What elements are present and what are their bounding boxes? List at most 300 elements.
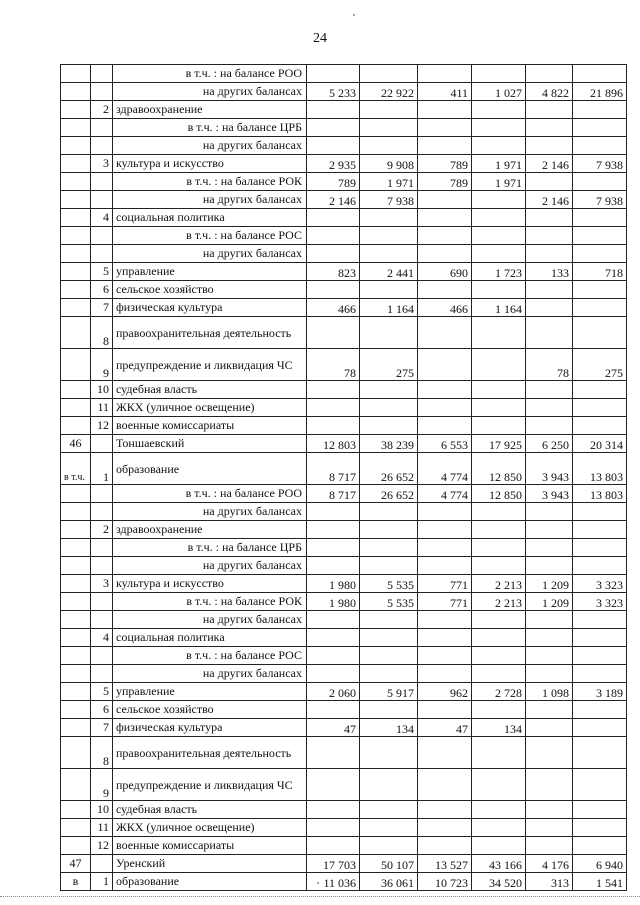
value-cell — [418, 101, 472, 119]
value-cell — [573, 719, 627, 737]
value-cell — [360, 629, 418, 647]
table-row — [61, 209, 627, 227]
value-cell — [360, 137, 418, 155]
value-cell — [360, 227, 418, 245]
value-cell — [526, 245, 573, 263]
value-cell: 4 774 — [418, 485, 472, 503]
table-row — [61, 801, 627, 819]
value-cell: 5 535 — [360, 575, 418, 593]
value-cell — [307, 611, 360, 629]
value-cell: 8 717 — [307, 453, 360, 485]
value-cell — [526, 611, 573, 629]
value-cell — [360, 209, 418, 227]
value-cell — [418, 521, 472, 539]
table-body — [61, 65, 627, 891]
value-cell — [573, 381, 627, 399]
value-cell — [472, 769, 526, 801]
row-number-cell — [61, 629, 91, 647]
value-cell — [472, 65, 526, 83]
value-cell — [307, 399, 360, 417]
value-cell — [307, 837, 360, 855]
value-cell: 78 — [526, 349, 573, 381]
item-number-cell: 9 — [91, 349, 113, 381]
value-cell — [573, 737, 627, 769]
category-label-cell: военные комиссариаты — [113, 417, 307, 435]
row-number-cell — [61, 769, 91, 801]
value-cell — [526, 209, 573, 227]
row-number-cell — [61, 317, 91, 349]
table-row — [61, 611, 627, 629]
category-label-cell: в т.ч. : на балансе РОС — [113, 647, 307, 665]
row-number-cell — [61, 173, 91, 191]
value-cell — [360, 737, 418, 769]
item-number-cell — [91, 485, 113, 503]
value-cell: 6 940 — [573, 855, 627, 873]
value-cell — [418, 381, 472, 399]
category-label-cell: в т.ч. : на балансе РОК — [113, 173, 307, 191]
row-number-cell — [61, 349, 91, 381]
value-cell — [526, 101, 573, 119]
value-cell — [573, 209, 627, 227]
row-number-cell — [61, 719, 91, 737]
value-cell: 13 803 — [573, 453, 627, 485]
item-number-cell — [91, 611, 113, 629]
item-number-cell: 4 — [91, 209, 113, 227]
row-number-cell — [61, 819, 91, 837]
category-label-cell: на других балансах — [113, 503, 307, 521]
value-cell: 466 — [307, 299, 360, 317]
value-cell — [573, 611, 627, 629]
category-label-cell: в т.ч. : на балансе РОО — [113, 485, 307, 503]
value-cell — [418, 701, 472, 719]
value-cell — [472, 503, 526, 521]
value-cell — [360, 101, 418, 119]
value-cell — [418, 769, 472, 801]
row-number-cell: 47 — [61, 855, 91, 873]
item-number-cell: 9 — [91, 769, 113, 801]
category-label-cell: ЖКХ (уличное освещение) — [113, 399, 307, 417]
value-cell: 38 239 — [360, 435, 418, 453]
value-cell: 133 — [526, 263, 573, 281]
value-cell — [573, 665, 627, 683]
value-cell — [418, 281, 472, 299]
value-cell: 6 553 — [418, 435, 472, 453]
value-cell — [307, 521, 360, 539]
item-number-cell: 2 — [91, 521, 113, 539]
item-number-cell — [91, 119, 113, 137]
row-number-cell — [61, 503, 91, 521]
category-label-cell: управление — [113, 683, 307, 701]
table-row — [61, 155, 627, 173]
value-cell — [573, 65, 627, 83]
value-cell: 1 209 — [526, 593, 573, 611]
row-number-cell — [61, 593, 91, 611]
value-cell — [573, 317, 627, 349]
table-row — [61, 281, 627, 299]
value-cell — [526, 557, 573, 575]
table-row — [61, 349, 627, 381]
value-cell: 13 527 — [418, 855, 472, 873]
table-row — [61, 485, 627, 503]
value-cell: 47 — [418, 719, 472, 737]
category-label-cell: в т.ч. : на балансе РОС — [113, 227, 307, 245]
value-cell: 26 652 — [360, 485, 418, 503]
value-cell — [360, 611, 418, 629]
item-number-cell — [91, 227, 113, 245]
table-row — [61, 299, 627, 317]
row-number-cell — [61, 381, 91, 399]
table-row — [61, 399, 627, 417]
item-number-cell — [91, 503, 113, 521]
value-cell — [472, 227, 526, 245]
value-cell — [472, 417, 526, 435]
category-label-cell: социальная политика — [113, 629, 307, 647]
category-label-cell: предупреждение и ликвидация ЧС — [113, 769, 307, 801]
value-cell: 4 822 — [526, 83, 573, 101]
value-cell — [573, 503, 627, 521]
value-cell — [360, 769, 418, 801]
value-cell — [307, 381, 360, 399]
row-number-cell — [61, 399, 91, 417]
value-cell: 5 535 — [360, 593, 418, 611]
value-cell — [307, 801, 360, 819]
value-cell — [307, 737, 360, 769]
value-cell: 690 — [418, 263, 472, 281]
table-row — [61, 227, 627, 245]
table-row — [61, 593, 627, 611]
row-number-cell — [61, 155, 91, 173]
value-cell — [573, 299, 627, 317]
value-cell — [307, 417, 360, 435]
value-cell — [573, 769, 627, 801]
value-cell — [418, 665, 472, 683]
value-cell — [360, 647, 418, 665]
category-label-cell: физическая культура — [113, 299, 307, 317]
value-cell: 50 107 — [360, 855, 418, 873]
budget-table — [60, 64, 627, 891]
value-cell — [307, 65, 360, 83]
value-cell: 1 971 — [472, 155, 526, 173]
value-cell: 20 314 — [573, 435, 627, 453]
category-label-cell: на других балансах — [113, 191, 307, 209]
category-label-cell: в т.ч. : на балансе ЦРБ — [113, 539, 307, 557]
value-cell — [472, 191, 526, 209]
category-label-cell: правоохранительная деятельность — [113, 317, 307, 349]
value-cell — [307, 647, 360, 665]
value-cell: 2 213 — [472, 575, 526, 593]
value-cell — [526, 299, 573, 317]
value-cell: 10 723 — [418, 873, 472, 891]
value-cell — [307, 137, 360, 155]
value-cell — [307, 317, 360, 349]
value-cell — [573, 701, 627, 719]
item-number-cell: 4 — [91, 629, 113, 647]
row-number-cell — [61, 701, 91, 719]
item-number-cell — [91, 173, 113, 191]
value-cell — [307, 101, 360, 119]
value-cell: 22 922 — [360, 83, 418, 101]
value-cell: 3 323 — [573, 575, 627, 593]
value-cell — [526, 769, 573, 801]
value-cell — [573, 173, 627, 191]
category-label-cell: культура и искусство — [113, 155, 307, 173]
row-number-cell — [61, 65, 91, 83]
value-cell — [418, 557, 472, 575]
value-cell: 47 — [307, 719, 360, 737]
value-cell — [573, 539, 627, 557]
value-cell — [472, 665, 526, 683]
value-cell: 1 098 — [526, 683, 573, 701]
category-label-cell: в т.ч. : на балансе РОК — [113, 593, 307, 611]
category-label-cell: образование — [113, 873, 307, 891]
value-cell: 12 850 — [472, 485, 526, 503]
category-label-cell: в т.ч. : на балансе ЦРБ — [113, 119, 307, 137]
value-cell — [418, 245, 472, 263]
table-row — [61, 137, 627, 155]
item-number-cell: 5 — [91, 683, 113, 701]
value-cell: 275 — [573, 349, 627, 381]
value-cell — [307, 539, 360, 557]
table-row — [61, 737, 627, 769]
value-cell — [573, 801, 627, 819]
value-cell — [526, 837, 573, 855]
value-cell — [573, 647, 627, 665]
value-cell — [526, 227, 573, 245]
value-cell — [573, 281, 627, 299]
value-cell — [526, 317, 573, 349]
table-row — [61, 417, 627, 435]
row-number-cell — [61, 485, 91, 503]
value-cell — [526, 119, 573, 137]
value-cell — [418, 349, 472, 381]
value-cell: 134 — [472, 719, 526, 737]
value-cell: 4 774 — [418, 453, 472, 485]
value-cell — [360, 539, 418, 557]
value-cell — [418, 65, 472, 83]
value-cell — [307, 245, 360, 263]
category-label-cell: здравоохранение — [113, 521, 307, 539]
value-cell: 823 — [307, 263, 360, 281]
row-number-cell: в т.ч. — [61, 453, 91, 485]
category-label-cell: военные комиссариаты — [113, 837, 307, 855]
value-cell — [360, 245, 418, 263]
value-cell — [418, 737, 472, 769]
value-cell: 789 — [418, 173, 472, 191]
item-number-cell: 12 — [91, 417, 113, 435]
value-cell: 7 938 — [573, 155, 627, 173]
value-cell — [418, 227, 472, 245]
category-label-cell: культура и искусство — [113, 575, 307, 593]
value-cell — [472, 317, 526, 349]
value-cell: 8 717 — [307, 485, 360, 503]
table-row — [61, 119, 627, 137]
value-cell: 2 146 — [526, 191, 573, 209]
value-cell — [472, 521, 526, 539]
category-label-cell: на других балансах — [113, 611, 307, 629]
value-cell: 771 — [418, 575, 472, 593]
value-cell: 78 — [307, 349, 360, 381]
value-cell — [418, 801, 472, 819]
table-row — [61, 819, 627, 837]
table-row — [61, 683, 627, 701]
table-row — [61, 381, 627, 399]
value-cell: 9 908 — [360, 155, 418, 173]
value-cell — [418, 417, 472, 435]
item-number-cell — [91, 137, 113, 155]
value-cell — [360, 317, 418, 349]
table-row — [61, 435, 627, 453]
item-number-cell — [91, 665, 113, 683]
value-cell — [418, 539, 472, 557]
table-row — [61, 317, 627, 349]
value-cell: 2 935 — [307, 155, 360, 173]
item-number-cell — [91, 83, 113, 101]
value-cell: 1 971 — [360, 173, 418, 191]
item-number-cell: 1 — [91, 873, 113, 891]
value-cell: 5 917 — [360, 683, 418, 701]
item-number-cell — [91, 557, 113, 575]
value-cell — [472, 557, 526, 575]
value-cell: 789 — [307, 173, 360, 191]
category-label-cell: управление — [113, 263, 307, 281]
row-number-cell: в — [61, 873, 91, 891]
value-cell — [418, 647, 472, 665]
value-cell — [526, 521, 573, 539]
value-cell: 1 971 — [472, 173, 526, 191]
value-cell — [418, 629, 472, 647]
row-number-cell — [61, 83, 91, 101]
item-number-cell — [91, 593, 113, 611]
value-cell: 6 250 — [526, 435, 573, 453]
value-cell — [360, 801, 418, 819]
category-label-cell: судебная власть — [113, 381, 307, 399]
value-cell: 11 036 — [307, 873, 360, 891]
value-cell — [472, 647, 526, 665]
category-label-cell: физическая культура — [113, 719, 307, 737]
value-cell — [418, 837, 472, 855]
value-cell — [526, 801, 573, 819]
value-cell — [307, 227, 360, 245]
table-row — [61, 873, 627, 891]
table-row — [61, 855, 627, 873]
value-cell — [573, 399, 627, 417]
value-cell: 34 520 — [472, 873, 526, 891]
value-cell — [526, 539, 573, 557]
item-number-cell — [91, 855, 113, 873]
value-cell: 1 980 — [307, 575, 360, 593]
value-cell — [307, 281, 360, 299]
table-row — [61, 503, 627, 521]
value-cell — [307, 701, 360, 719]
value-cell — [360, 399, 418, 417]
value-cell: 1 164 — [360, 299, 418, 317]
value-cell — [472, 611, 526, 629]
value-cell — [573, 101, 627, 119]
row-number-cell — [61, 539, 91, 557]
table-row — [61, 629, 627, 647]
value-cell: 2 146 — [307, 191, 360, 209]
value-cell: 7 938 — [360, 191, 418, 209]
value-cell: 1 541 — [573, 873, 627, 891]
value-cell: 3 189 — [573, 683, 627, 701]
item-number-cell: 11 — [91, 399, 113, 417]
row-number-cell — [61, 611, 91, 629]
category-label-cell: в т.ч. : на балансе РОО — [113, 65, 307, 83]
item-number-cell: 12 — [91, 837, 113, 855]
item-number-cell: 7 — [91, 719, 113, 737]
row-number-cell — [61, 521, 91, 539]
value-cell — [360, 65, 418, 83]
value-cell — [307, 819, 360, 837]
table-row — [61, 769, 627, 801]
item-number-cell: 1 — [91, 453, 113, 485]
value-cell — [573, 227, 627, 245]
value-cell: 2 060 — [307, 683, 360, 701]
value-cell — [526, 665, 573, 683]
page-number: 24 — [313, 31, 327, 46]
item-number-cell: 10 — [91, 381, 113, 399]
category-label-cell: ЖКХ (уличное освещение) — [113, 819, 307, 837]
value-cell: 718 — [573, 263, 627, 281]
value-cell: 3 943 — [526, 453, 573, 485]
value-cell — [360, 381, 418, 399]
value-cell: 12 850 — [472, 453, 526, 485]
table-row — [61, 701, 627, 719]
value-cell — [360, 557, 418, 575]
value-cell — [573, 629, 627, 647]
value-cell — [526, 65, 573, 83]
value-cell — [418, 399, 472, 417]
value-cell — [472, 539, 526, 557]
category-label-cell: Тоншаевский — [113, 435, 307, 453]
value-cell — [472, 399, 526, 417]
row-number-cell — [61, 647, 91, 665]
value-cell — [526, 503, 573, 521]
value-cell — [360, 281, 418, 299]
value-cell — [472, 281, 526, 299]
value-cell — [360, 417, 418, 435]
value-cell: 466 — [418, 299, 472, 317]
table-row — [61, 101, 627, 119]
value-cell — [526, 137, 573, 155]
value-cell: 1 027 — [472, 83, 526, 101]
table-row — [61, 65, 627, 83]
value-cell — [472, 801, 526, 819]
item-number-cell: 6 — [91, 701, 113, 719]
item-number-cell: 8 — [91, 317, 113, 349]
value-cell — [307, 665, 360, 683]
value-cell — [573, 417, 627, 435]
value-cell — [472, 137, 526, 155]
value-cell — [418, 137, 472, 155]
row-number-cell — [61, 737, 91, 769]
row-number-cell — [61, 665, 91, 683]
row-number-cell — [61, 299, 91, 317]
category-label-cell: предупреждение и ликвидация ЧС — [113, 349, 307, 381]
value-cell: 1 723 — [472, 263, 526, 281]
category-label-cell: сельское хозяйство — [113, 281, 307, 299]
category-label-cell: образование — [113, 453, 307, 485]
value-cell: 1 980 — [307, 593, 360, 611]
value-cell: 789 — [418, 155, 472, 173]
value-cell — [526, 701, 573, 719]
value-cell — [472, 381, 526, 399]
item-number-cell — [91, 539, 113, 557]
value-cell: 2 441 — [360, 263, 418, 281]
item-number-cell: 5 — [91, 263, 113, 281]
category-label-cell: социальная политика — [113, 209, 307, 227]
category-label-cell: на других балансах — [113, 83, 307, 101]
